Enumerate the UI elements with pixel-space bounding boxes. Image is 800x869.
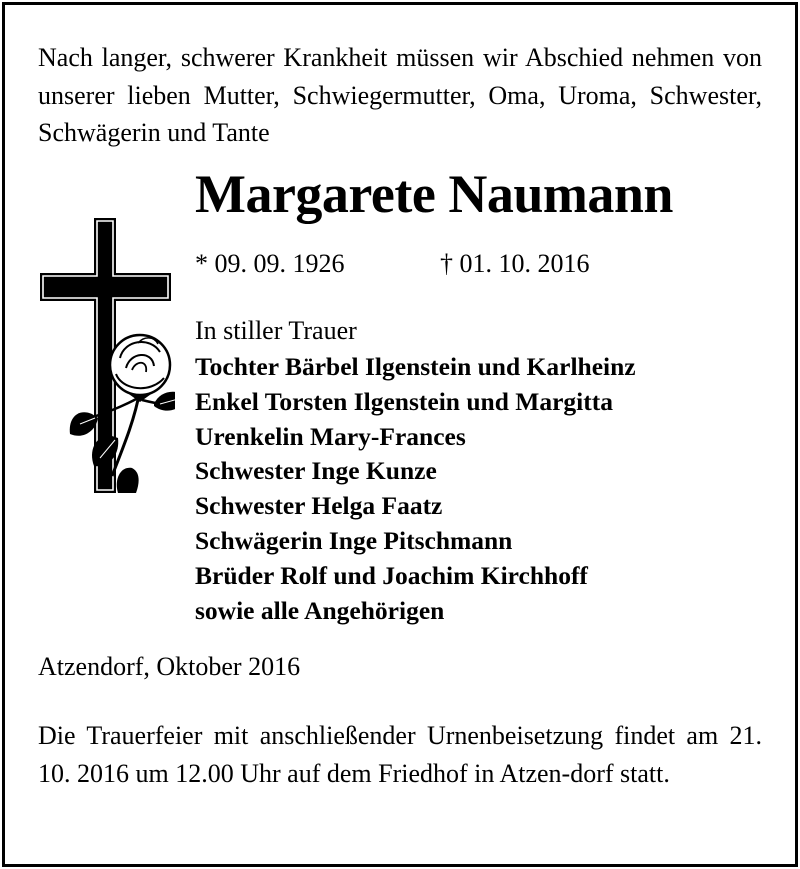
cross-with-rose-icon xyxy=(40,218,175,493)
deceased-name: Margarete Naumann xyxy=(195,164,673,224)
funeral-text: Die Trauerfeier mit anschließender Urnenbeisetzung findet am 21. 10. 2016 um 12.00 Uhr auf dem Friedhof in Atzen-dorf statt. xyxy=(38,721,762,788)
intro-text: Nach langer, schwerer Krankheit müssen wir Abschied nehmen von unserer lieben Mutter, Schwiegermutter, Oma, Uroma, Schwester, Schwägerin und Tante xyxy=(38,43,762,147)
mourner-great-granddaughter: Urenkelin Mary-Frances xyxy=(195,421,466,451)
mourners-list xyxy=(195,350,636,628)
death-date: † 01. 10. 2016 xyxy=(440,249,590,278)
birth-date: * 09. 09. 1926 xyxy=(195,249,345,278)
mourner-relatives: sowie alle Angehörigen xyxy=(195,595,445,625)
mourner-sister-in-law: Schwägerin Inge Pitschmann xyxy=(195,525,513,555)
place-date: Atzendorf, Oktober 2016 xyxy=(38,652,301,681)
obituary-notice xyxy=(2,2,798,867)
mourner-sister-helga: Schwester Helga Faatz xyxy=(195,491,443,521)
mourner-daughter: Tochter Bärbel Ilgenstein und Karlheinz xyxy=(195,352,636,381)
grief-line: In stiller Trauer xyxy=(195,316,357,345)
mourner-sister-inge: Schwester Inge Kunze xyxy=(195,456,437,486)
mourner-brothers: Brüder Rolf und Joachim Kirchhoff xyxy=(195,560,588,590)
mourner-grandson: Enkel Torsten Ilgenstein und Margitta xyxy=(195,386,613,416)
